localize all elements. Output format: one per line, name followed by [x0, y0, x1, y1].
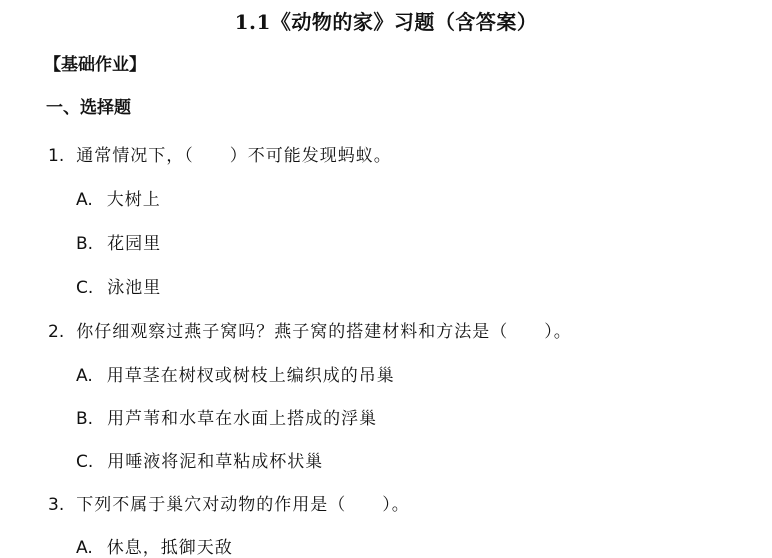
- question-text: 下列不属于巢穴对动物的作用是（ ）。: [76, 495, 410, 515]
- question-2-option-c: [76, 447, 323, 472]
- option-letter: C.: [76, 452, 94, 472]
- option-text: 休息，抵御天敌: [106, 538, 233, 558]
- question-number: 2.: [48, 322, 65, 342]
- question-2: [48, 317, 572, 342]
- question-number: 3.: [48, 495, 65, 515]
- question-number: 1.: [48, 146, 65, 166]
- question-1: [48, 141, 392, 166]
- document-title: 1.1《动物的家》习题（含答案）: [234, 10, 538, 34]
- option-letter: C.: [76, 278, 94, 298]
- option-letter: A.: [76, 190, 93, 210]
- question-1-option-b: [76, 229, 161, 254]
- question-1-option-c: [76, 273, 161, 298]
- subsection-heading: 一、选择题: [46, 98, 131, 118]
- option-text: 花园里: [107, 234, 162, 254]
- section-heading: 【基础作业】: [44, 55, 146, 75]
- option-letter: A.: [76, 538, 93, 558]
- option-text: 大树上: [106, 190, 161, 210]
- question-2-option-b: [76, 404, 377, 429]
- option-letter: B.: [76, 234, 94, 254]
- question-1-option-a: [76, 185, 161, 210]
- question-3: [48, 490, 410, 515]
- option-text: 用唾液将泥和草粘成杯状巢: [107, 452, 324, 472]
- question-text: 你仔细观察过燕子窝吗？燕子窝的搭建材料和方法是（ ）。: [76, 322, 572, 342]
- option-text: 泳池里: [107, 278, 162, 298]
- question-3-option-a: [76, 533, 233, 558]
- option-text: 用芦苇和水草在水面上搭成的浮巢: [107, 409, 378, 429]
- question-text: 通常情况下，（ ）不可能发现蚂蚁。: [76, 146, 392, 166]
- question-2-option-a: [76, 361, 395, 386]
- option-letter: A.: [76, 366, 93, 386]
- option-text: 用草茎在树杈或树枝上编织成的吊巢: [106, 366, 395, 386]
- option-letter: B.: [76, 409, 94, 429]
